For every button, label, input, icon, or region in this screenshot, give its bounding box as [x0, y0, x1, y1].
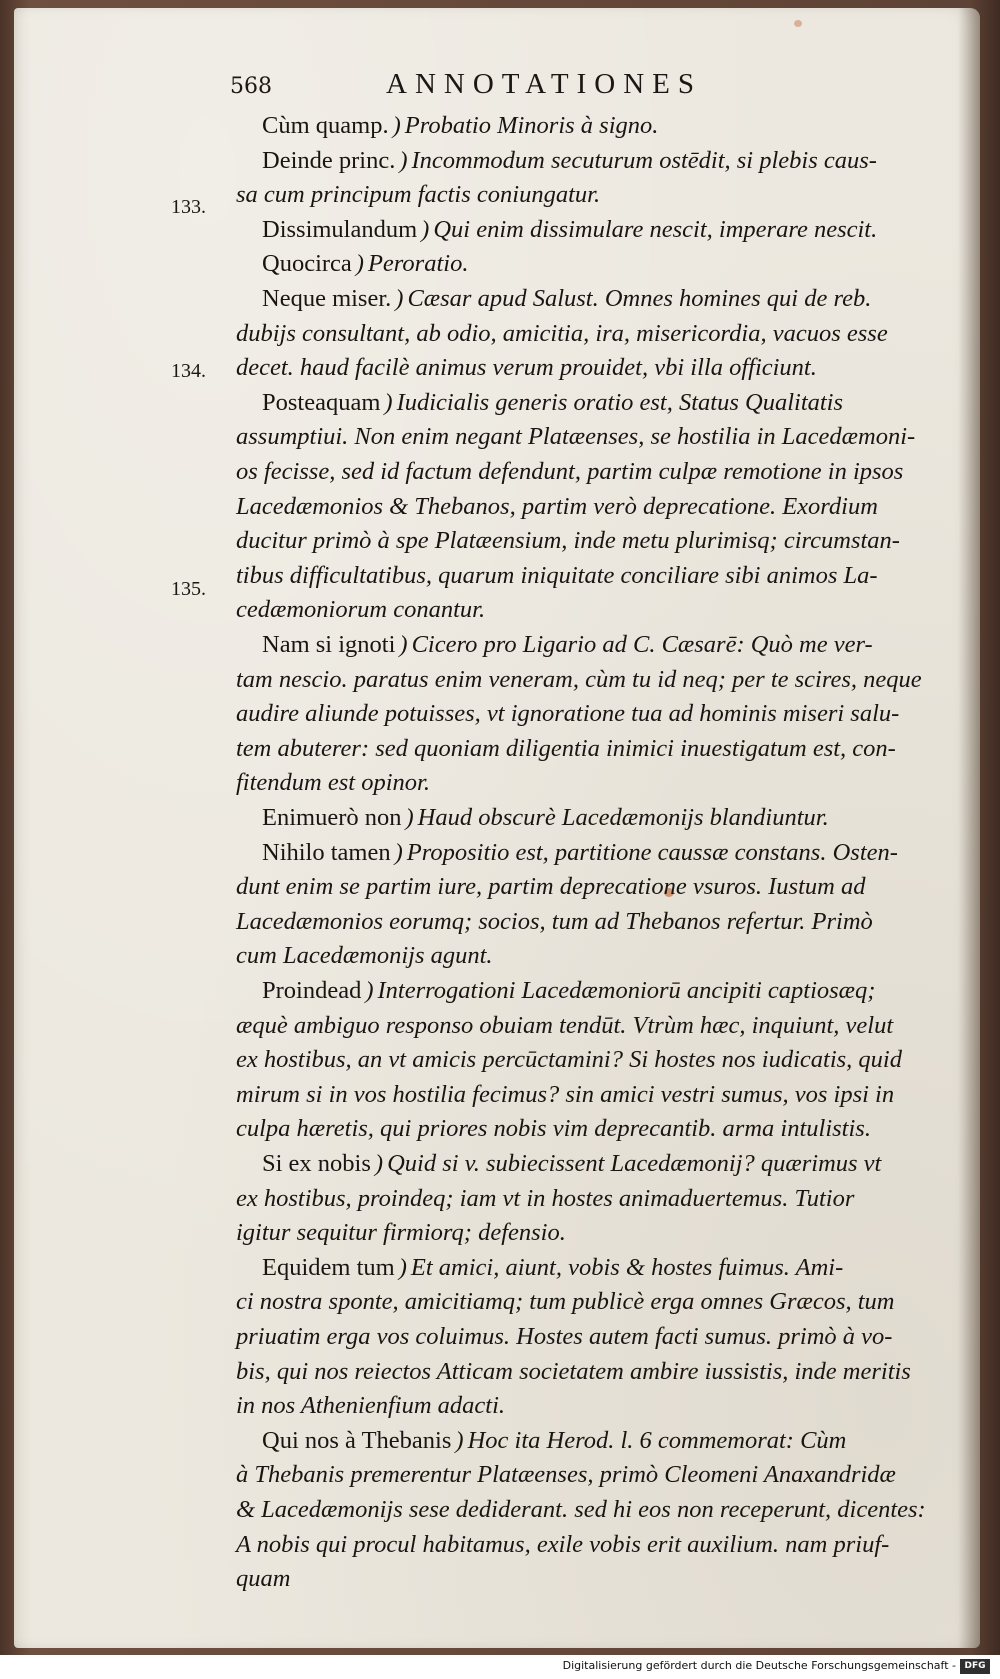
lemma: Proindead [262, 977, 362, 1004]
gloss-text: mirum si in vos hostilia fecimus? sin amici vestri sumus, vos ipsi in [236, 1080, 895, 1108]
text-line [262, 145, 877, 179]
margin-number: 135. [171, 578, 206, 600]
lemma-bracket: ) [398, 1253, 407, 1281]
gloss-text: Iudicialis generis oratio est, Status Qualitatis [396, 388, 844, 416]
footer-credit: Digitalisierung gefördert durch die Deutsche Forschungsgemeinschaft - [562, 1659, 956, 1672]
lemma-bracket: ) [399, 631, 408, 658]
gloss-text: ex hostibus, an vt amicis percūctamini? Si hostes nos iudicatis, quid [236, 1046, 902, 1074]
lemma-bracket: ) [374, 1150, 384, 1177]
text-line [236, 594, 485, 628]
gloss-text: ducitur primò à spe Platæensium, inde metu plurimisq; circumstan- [236, 527, 900, 555]
lemma: Quocirca [262, 250, 352, 278]
text-line [236, 1563, 290, 1597]
gloss-text: tibus difficultatibus, quarum iniquitate conciliare sibi animos La- [236, 561, 878, 589]
gloss-text: priuatim erga vos coluimus. Hostes autem facti sumus. primò à vo- [236, 1323, 893, 1350]
lemma-bracket: ) [421, 215, 430, 243]
gloss-text: Lacedæmonios & Thebanos, partim verò deprecatione. Exordium [236, 492, 878, 520]
text-line [236, 733, 896, 767]
text-line [236, 1459, 896, 1493]
text-line [262, 248, 468, 282]
paper-stain [794, 20, 802, 27]
dfg-logo: DFG [960, 1659, 990, 1674]
text-line [236, 179, 600, 213]
lemma: Qui nos à Thebanis [262, 1426, 452, 1454]
gloss-text: igitur sequitur firmiorq; defensio. [236, 1219, 566, 1247]
footer-bar [0, 1655, 1000, 1679]
gloss-text: Hoc ita Herod. l. 6 commemorat: Cùm [467, 1426, 847, 1454]
text-line [236, 421, 915, 455]
lemma: Cùm quamp. [262, 112, 389, 139]
text-line [262, 975, 875, 1009]
gloss-text: Peroratio. [367, 250, 469, 278]
lemma-bracket: ) [384, 388, 393, 416]
gloss-text: cedæmoniorum conantur. [236, 596, 486, 624]
gloss-text: ci nostra sponte, amicitiamq; tum publicè erga omnes Græcos, tum [236, 1288, 895, 1316]
gloss-text: Quid si v. subiecissent Lacedæmonij? quærimus vt [387, 1150, 882, 1177]
gloss-text: & Lacedæmonijs sese dediderant. sed hi eos non receperunt, dicentes: [236, 1496, 926, 1523]
lemma: Posteaquam [262, 388, 381, 416]
gloss-text: bis, qui nos reiectos Atticam societatem ambire iussistis, inde meritis [236, 1357, 911, 1385]
gloss-text: cum Lacedæmonijs agunt. [236, 942, 493, 970]
gloss-text: Haud obscurè Lacedæmonijs blandiuntur. [417, 804, 829, 831]
text-line [236, 940, 493, 974]
text-line [236, 318, 888, 352]
lemma: Nam si ignoti [262, 631, 396, 658]
gloss-text: A nobis qui procul habitamus, exile vobis erit auxilium. nam priuf- [236, 1530, 890, 1558]
text-line [236, 1286, 895, 1320]
text-line [236, 767, 430, 801]
gloss-text: tam nescio. paratus enim veneram, cùm tu id neq; per te scires, neque [236, 665, 922, 693]
gloss-text: Cæsar apud Salust. Omnes homines qui de reb. [407, 285, 872, 312]
text-line [262, 629, 873, 663]
lemma-bracket: ) [365, 977, 374, 1004]
page-number: 568 [230, 74, 272, 99]
text-line [262, 837, 898, 871]
lemma: Deinde princ. [262, 146, 396, 174]
lemma-bracket: ) [405, 804, 414, 831]
lemma-bracket: ) [455, 1426, 464, 1454]
text-line [262, 110, 658, 144]
text-line [236, 1321, 892, 1355]
gloss-text: ex hostibus, proindeq; iam vt in hostes animaduertemus. Tutior [236, 1184, 855, 1212]
text-line [236, 1113, 871, 1147]
text-line [236, 560, 878, 594]
lemma: Nihilo tamen [262, 838, 391, 866]
gloss-text: à Thebanis premerentur Platæenses, primò Cleomeni Anaxandridæ [236, 1461, 896, 1489]
gloss-text: tem abuterer: sed quoniam diligentia inimici inuestigatum est, con- [236, 734, 896, 762]
gloss-text: Interrogationi Lacedæmoniorū ancipiti captiosæq; [377, 977, 876, 1004]
lemma-bracket: ) [355, 250, 364, 278]
gloss-text: Probatio Minoris à signo. [404, 112, 659, 139]
gloss-text: Qui enim dissimulare nescit, imperare nescit. [433, 215, 878, 243]
gloss-text: audire aliunde potuisses, vt ignoratione tua ad hominis miseri salu- [236, 700, 900, 728]
text-line [236, 1356, 911, 1390]
gloss-text: os fecisse, sed id factum defendunt, partim culpæ remotione in ipsos [236, 458, 904, 485]
text-line [236, 491, 878, 525]
text-line [236, 1217, 566, 1251]
page-curl-shadow [958, 8, 980, 1648]
text-line [236, 352, 817, 386]
text-line [236, 664, 922, 698]
text-line [262, 1148, 881, 1182]
lemma: Neque miser. [262, 285, 392, 312]
text-line [262, 1252, 843, 1286]
text-line [236, 456, 903, 490]
gloss-text: æquè ambiguo responso obuiam tendūt. Vtrùm hæc, inquiunt, velut [236, 1011, 894, 1039]
book-page [14, 8, 980, 1648]
lemma-bracket: ) [395, 285, 404, 312]
text-line [262, 214, 877, 248]
gloss-text: in nos Athenienfium adacti. [236, 1392, 506, 1420]
lemma: Dissimulandum [262, 215, 418, 243]
margin-number: 133. [171, 196, 206, 218]
text-line [262, 283, 871, 317]
text-line [236, 1010, 893, 1044]
text-line [262, 802, 829, 836]
gloss-text: Propositio est, partitione caussæ constans. Osten- [406, 838, 898, 866]
running-head [230, 68, 840, 112]
gloss-text: Lacedæmonios eorumq; socios, tum ad Thebanos refertur. Primò [236, 907, 873, 935]
text-line [236, 698, 899, 732]
text-line [236, 906, 873, 940]
text-line [236, 871, 865, 905]
gloss-text: Et amici, aiunt, vobis & hostes fuimus. Ami- [410, 1253, 844, 1281]
gloss-text: sa cum principum factis coniungatur. [236, 181, 601, 209]
gloss-text: Cicero pro Ligario ad C. Cæsarē: Quò me ver- [411, 631, 873, 658]
gloss-text: Incommodum secuturum ostēdit, si plebis caus- [411, 146, 877, 174]
text-line [236, 525, 900, 559]
lemma: Enimuerò non [262, 804, 402, 831]
gloss-text: culpa hæretis, qui priores nobis vim deprecantib. arma intulistis. [236, 1115, 871, 1143]
gloss-text: assumptiui. Non enim negant Platæenses, se hostilia in Lacedæmoni- [236, 423, 916, 451]
gloss-text: fitendum est opinor. [236, 769, 430, 797]
text-line [236, 1044, 902, 1078]
lemma-bracket: ) [394, 838, 403, 866]
running-head-title: ANNOTATIONES [386, 68, 702, 100]
margin-number: 134. [171, 360, 206, 382]
text-line [262, 1425, 846, 1459]
lemma-bracket: ) [392, 112, 401, 139]
lemma: Equidem tum [262, 1253, 395, 1281]
gloss-text: dunt enim se partim iure, partim deprecatione vsuros. Iustum ad [236, 873, 866, 901]
gloss-text: dubijs consultant, ab odio, amicitia, ira, misericordia, vacuos esse [236, 319, 888, 347]
lemma-bracket: ) [399, 146, 408, 174]
lemma: Si ex nobis [262, 1150, 371, 1177]
text-line [236, 1529, 889, 1563]
text-line [236, 1079, 894, 1113]
text-line [236, 1390, 505, 1424]
gloss-text: quam [236, 1565, 291, 1593]
text-line [236, 1183, 854, 1217]
gloss-text: decet. haud facilè animus verum prouidet, vbi illa officiunt. [236, 354, 817, 382]
text-line [262, 387, 843, 421]
text-line [236, 1494, 926, 1528]
